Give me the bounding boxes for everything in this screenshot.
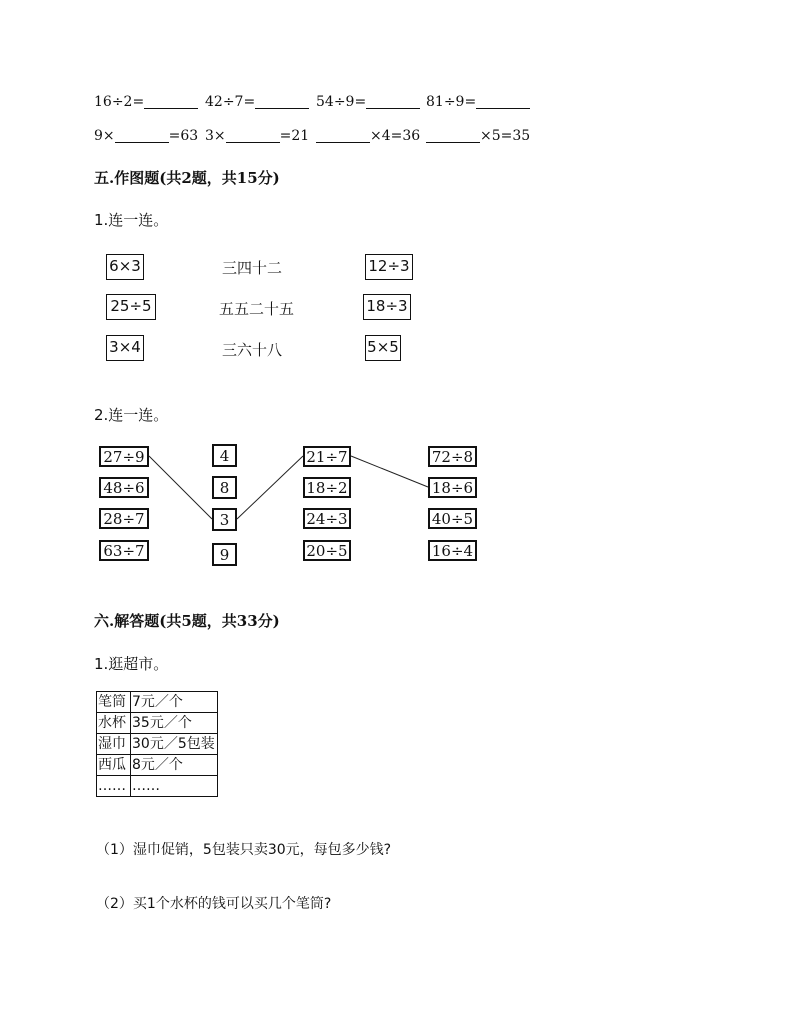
- division-box[interactable]: 18÷6: [428, 477, 477, 498]
- match-middle-2[interactable]: 五五二十五: [219, 300, 295, 318]
- number-box[interactable]: 3: [212, 508, 237, 531]
- equation-text: 16÷2=: [94, 94, 145, 110]
- equation-text: 54÷9=: [316, 94, 367, 110]
- match-left-3[interactable]: 3×4: [106, 335, 144, 361]
- table-row: [97, 713, 218, 734]
- division-box[interactable]: 40÷5: [428, 508, 477, 529]
- connector-line: [237, 456, 303, 519]
- division-box[interactable]: 20÷5: [303, 540, 351, 561]
- division-box[interactable]: 28÷7: [99, 508, 149, 529]
- question-label: 2.连一连。: [94, 406, 169, 424]
- section-title: 五.作图题(共2题，共15分): [94, 169, 280, 187]
- item-price: 30元／5包装: [131, 734, 218, 755]
- match-right-3[interactable]: 5×5: [365, 335, 401, 361]
- equation-text: ×5=35: [480, 128, 531, 144]
- number-box[interactable]: 4: [212, 444, 237, 467]
- division-box[interactable]: 48÷6: [99, 477, 149, 498]
- item-name: ……: [97, 776, 131, 797]
- match-middle-1[interactable]: 三四十二: [222, 259, 283, 277]
- sub-question-2: （2）买1个水杯的钱可以买几个笔筒?: [96, 896, 332, 912]
- item-price: 7元／个: [131, 692, 218, 713]
- number-box[interactable]: 8: [212, 476, 237, 499]
- equation-text: 9×: [94, 128, 115, 144]
- table-row: [97, 776, 218, 797]
- division-box[interactable]: 16÷4: [428, 540, 477, 561]
- table-row: [97, 734, 218, 755]
- match-left-2[interactable]: 25÷5: [106, 294, 156, 320]
- connector-line: [351, 456, 428, 487]
- price-table: [96, 691, 218, 797]
- question-label: 1.连一连。: [94, 211, 169, 229]
- division-box[interactable]: 27÷9: [99, 446, 149, 467]
- match-middle-3[interactable]: 三六十八: [222, 341, 283, 359]
- item-name: 西瓜: [97, 755, 131, 776]
- item-name: 湿巾: [97, 734, 131, 755]
- equation-text: =63: [168, 128, 199, 144]
- equation-text: =21: [279, 128, 310, 144]
- question-label: 1.逛超市。: [94, 655, 169, 673]
- equation-text: 42÷7=: [205, 94, 256, 110]
- match-right-2[interactable]: 18÷3: [363, 294, 411, 320]
- match-left-1[interactable]: 6×3: [106, 254, 144, 280]
- equation-text: 3×: [205, 128, 226, 144]
- item-price: ……: [131, 776, 218, 797]
- equation-text: 81÷9=: [426, 94, 477, 110]
- match-right-1[interactable]: 12÷3: [365, 254, 413, 280]
- division-box[interactable]: 24÷3: [303, 508, 351, 529]
- sub-question-1: （1）湿巾促销，5包装只卖30元，每包多少钱?: [96, 842, 392, 858]
- table-row: [97, 692, 218, 713]
- table-row: [97, 755, 218, 776]
- division-box[interactable]: 21÷7: [303, 446, 351, 467]
- division-box[interactable]: 63÷7: [99, 540, 149, 561]
- division-box[interactable]: 72÷8: [428, 446, 477, 467]
- equation-text: ×4=36: [370, 128, 421, 144]
- item-price: 8元／个: [131, 755, 218, 776]
- connector-line: [149, 456, 212, 519]
- item-name: 水杯: [97, 713, 131, 734]
- division-box[interactable]: 18÷2: [303, 477, 351, 498]
- number-box[interactable]: 9: [212, 543, 237, 566]
- section-title: 六.解答题(共5题，共33分): [94, 612, 280, 630]
- item-name: 笔筒: [97, 692, 131, 713]
- item-price: 35元／个: [131, 713, 218, 734]
